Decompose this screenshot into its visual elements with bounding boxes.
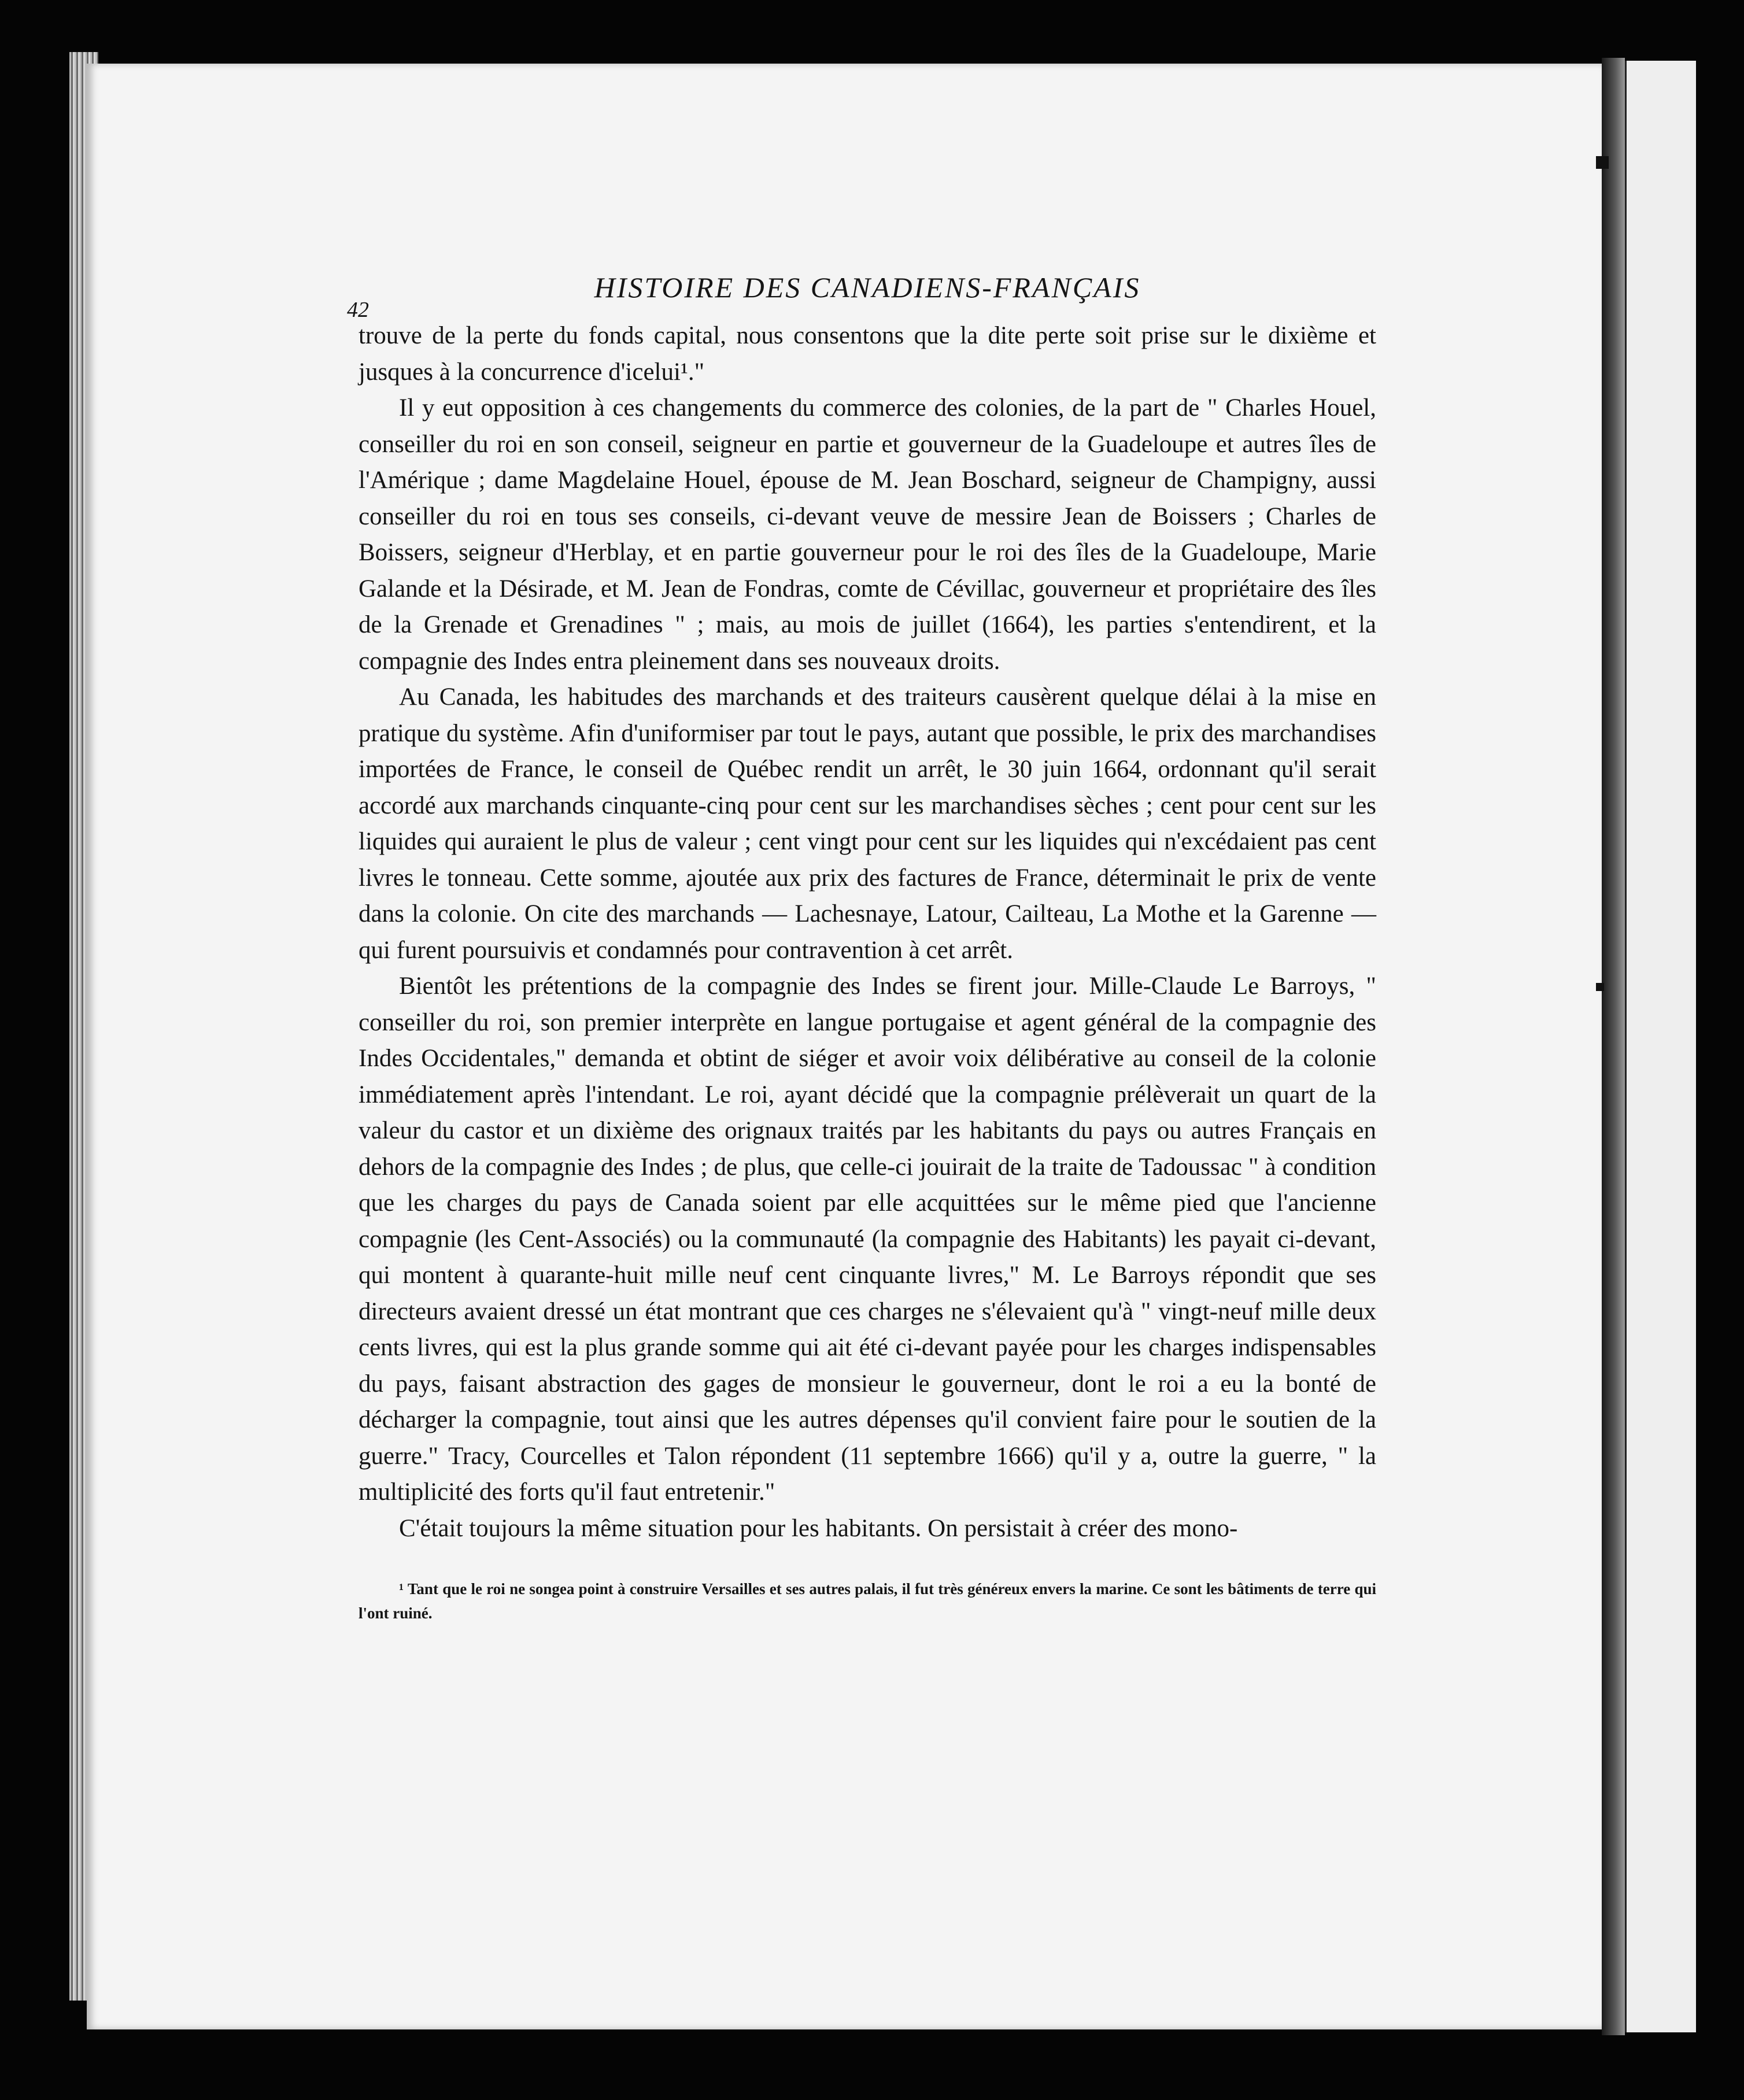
paragraph-4: Bientôt les prétentions de la compagnie des Indes se firent jour. Mille-Claude Le Barroys, " conseiller du roi, son premier interprète en langue portugaise et agent général de la compagnie des Indes Occidentales," demanda et obtint de siéger et avoir voix délibérative au conseil de la colonie immédiatement après l'intendant. Le roi, ayant décidé que la compagnie prélèverait un quart de la valeur du castor et un dixième des orignaux traités par les habitants du pays ou autres Français en dehors de la compagnie des Indes ; de plus, que celle-ci jouirait de la traite de Tadoussac " à condition que les charges du pays de Canada soient par elle acquittées sur le même pied que l'ancienne compagnie (les Cent-Associés) ou la communauté (la compagnie des Habitants) les payait ci-devant, qui montent à quarante-huit mille neuf cent cinquante livres," M. Le Barroys répondit que ses directeurs avaient dressé un état montrant que ces charges ne s'élevaient qu'à " vingt-neuf mille deux cents livres, qui est la plus grande somme qui ait été ci-devant payée pour les charges indispensables du pays, faisant abstraction des gages de monsieur le gouverneur, dont le roi a eu la bonté de décharger la compagnie, tout ainsi que les autres dépenses qu'il convient faire pour le soutien de la guerre." Tracy, Courcelles et Talon répondent (11 septembre 1666) qu'il y a, outre la guerre, " la multiplicité des forts qu'il faut entretenir." [359,973,1376,1506]
page-header [347,254,1376,322]
book-gutter [1602,58,1625,2035]
paragraph-5: C'était toujours la même situation pour les habitants. On persistait à créer des mono- [399,1514,1238,1542]
paragraph-1: trouve de la perte du fonds capital, nous consentons que la dite perte soit prise sur le dixième et jusques à la concurrence d'icelui¹." [359,322,1376,386]
text-block [347,254,1376,1641]
page-number: 42 [347,298,369,322]
paragraph-3: Au Canada, les habitudes des marchands et des traiteurs causèrent quelque délai à la mise en pratique du système. Afin d'uniformiser par tout le pays, autant que possible, le prix des marchandises importées de France, le conseil de Québec rendit un arrêt, le 30 juin 1664, ordonnant qu'il serait accordé aux marchands cinquante-cinq pour cent sur les marchandises sèches ; cent pour cent sur les liquides qui auraient le plus de valeur ; cent vingt pour cent sur les liquides qui n'excédaient pas cent livres le tonneau. Cette somme, ajoutée aux prix des factures de France, déterminait le prix de vente dans la colonie. On cite des marchands — Lachesnaye, Latour, Cailteau, La Mothe et la Garenne — qui furent poursuivis et condamnés pour contravention à cet arrêt. [359,683,1376,964]
footnote: ¹ Tant que le roi ne songea point à construire Versailles et ses autres palais, il fut très généreux envers la marine. Ce sont les bâtiments de terre qui l'ont ruiné. [359,1580,1376,1622]
paragraph-2: Il y eut opposition à ces changements du commerce des colonies, de la part de " Charles Houel, conseiller du roi en son conseil, seigneur en partie et gouverneur de la Guadeloupe et autres îles de l'Amérique ; dame Magdelaine Houel, épouse de M. Jean Boschard, seigneur de Champigny, aussi conseiller du roi en tous ses conseils, ci-devant veuve de messire Jean de Boissers ; Charles de Boissers, seigneur d'Herblay, et en partie gouverneur pour le roi des îles de la Guadeloupe, Marie Galande et la Désirade, et M. Jean de Fondras, comte de Cévillac, gouverneur et propriétaire des îles de la Grenade et Grenadines " ; mais, au mois de juillet (1664), les parties s'entendirent, et la compagnie des Indes entra pleinement dans ses nouveaux droits. [359,394,1376,675]
running-title: HISTOIRE DES CANADIENS-FRANÇAIS [594,271,1141,304]
edge-mark-middle [1596,983,1604,991]
edge-mark-top [1596,156,1609,169]
facing-page-edge [1625,61,1696,2032]
